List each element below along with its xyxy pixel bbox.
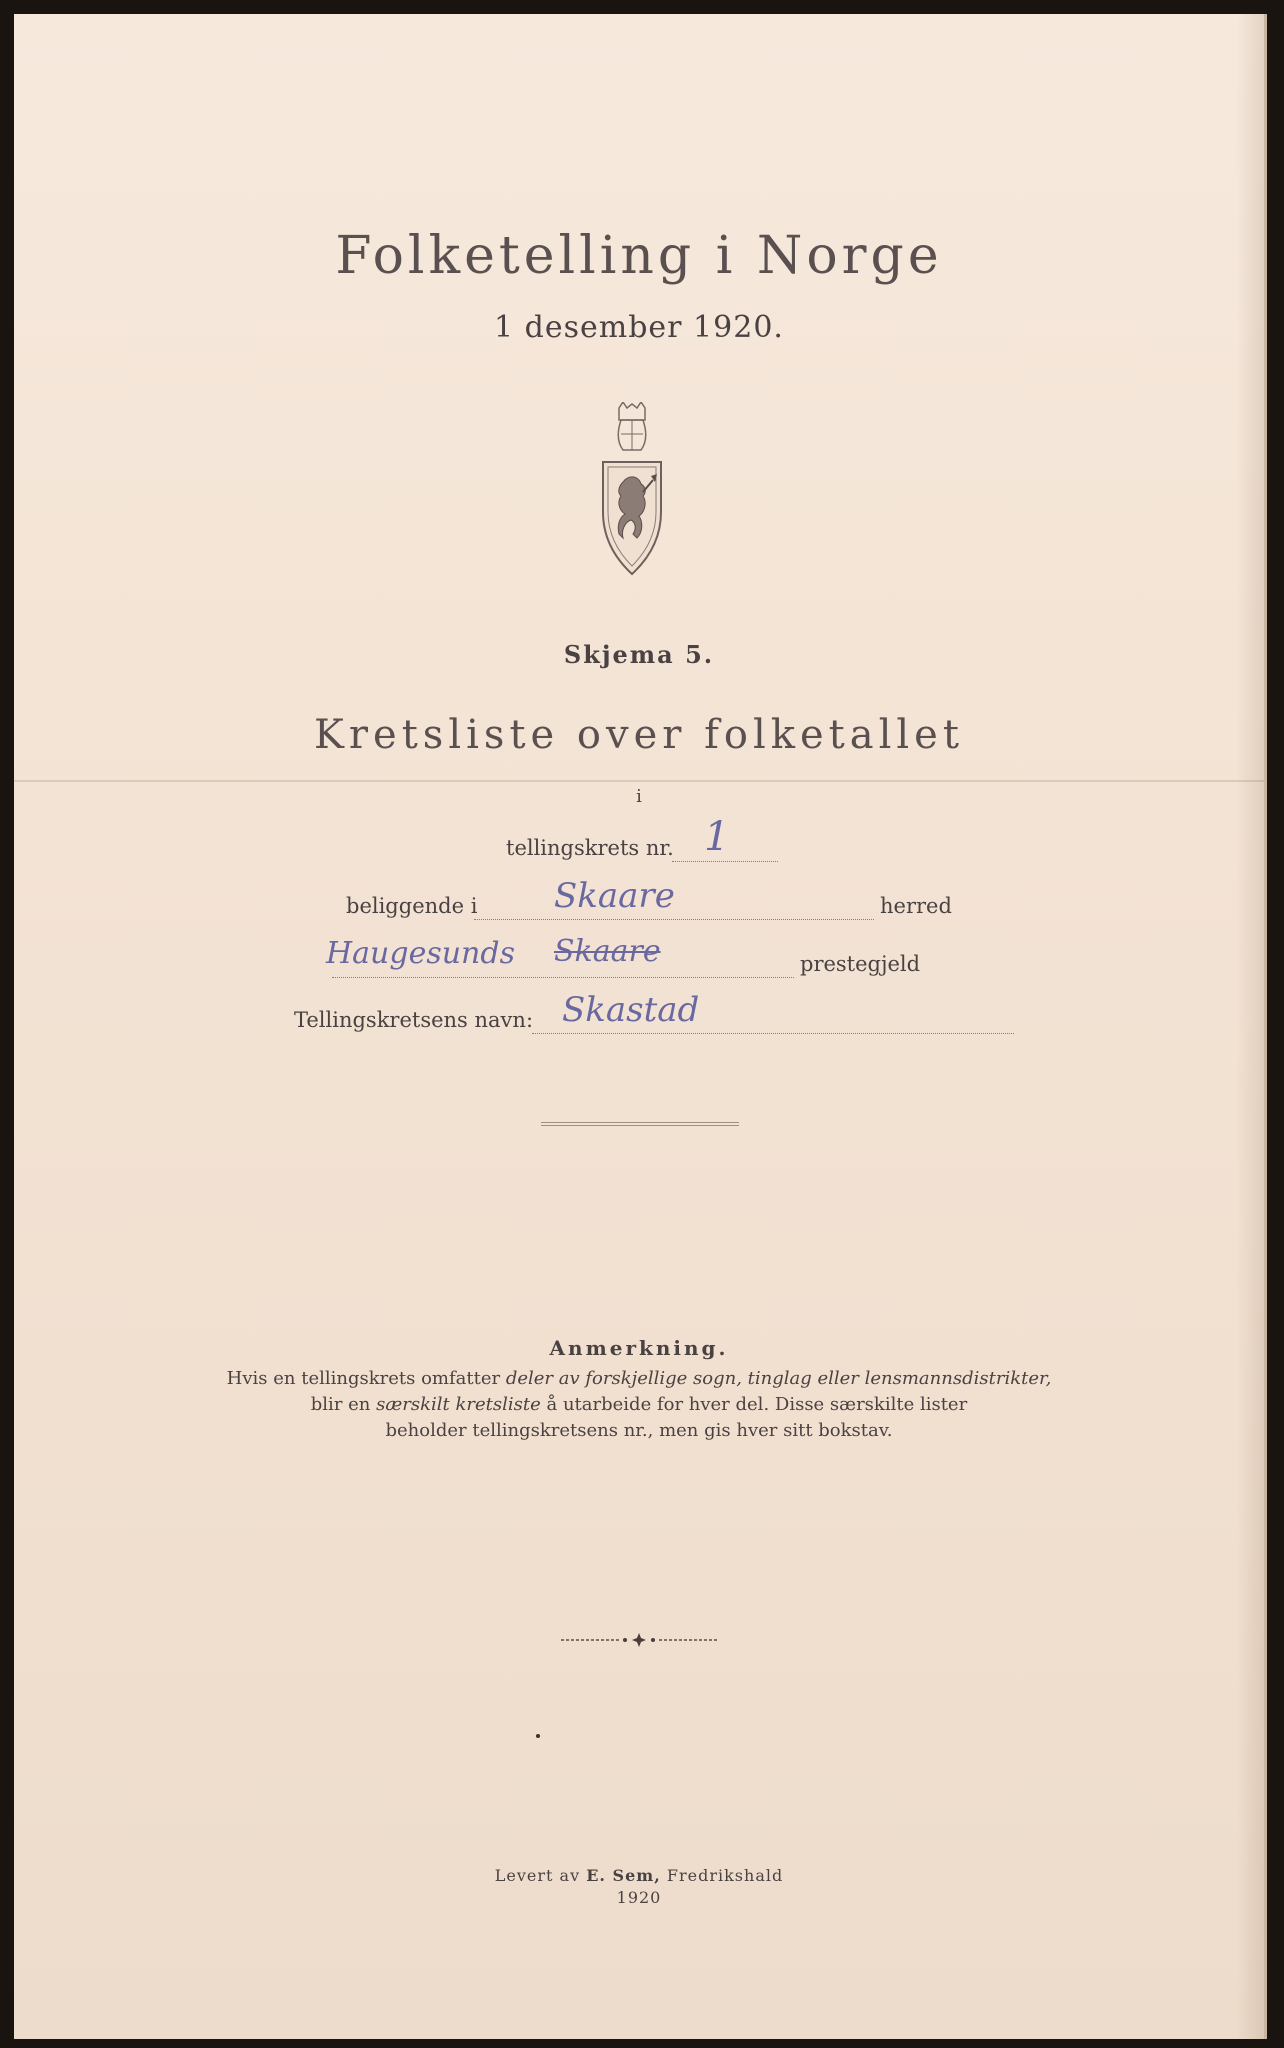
note-line-2 [14, 1394, 1264, 1415]
heading-connector: i [636, 786, 642, 807]
note-line-2-text-c: å utarbeide for hver del. Disse særskilte lister [540, 1394, 968, 1415]
paper-fold [14, 780, 1264, 782]
section-divider [541, 1122, 739, 1126]
note-title: Anmerkning. [549, 1336, 729, 1360]
tellingskrets-label: tellingskrets nr. [506, 836, 674, 860]
tellingskrets-value: 1 [704, 814, 730, 860]
note-line-1-italic: deler av forskjellige sogn, tinglag eller lensmannsdistrikter, [505, 1368, 1052, 1389]
beliggende-value: Skaare [554, 876, 675, 916]
ink-speck [536, 1734, 540, 1738]
document-date: 1 desember 1920. [494, 310, 784, 345]
ornament-divider-icon [559, 1632, 719, 1648]
kretsnavn-line [532, 1032, 1014, 1034]
kretsnavn-label: Tellingskretsens navn: [294, 1008, 534, 1032]
printer-place: Fredrikshald [660, 1866, 784, 1885]
beliggende-label: beliggende i [346, 894, 478, 918]
printer-year: 1920 [616, 1888, 662, 1907]
prestegjeld-label: prestegjeld [800, 952, 921, 976]
schema-number: Skjema 5. [563, 640, 715, 669]
note-line-2-italic: særskilt kretsliste [376, 1394, 541, 1415]
kretsnavn-value: Skastad [562, 990, 700, 1030]
note-line-2-text-a: blir en [310, 1394, 377, 1415]
note-line-3: beholder tellingskretsens nr., men gis hver sitt bokstav. [385, 1420, 893, 1441]
prestegjeld-value-2-struck: Skaare [554, 934, 661, 969]
prestegjeld-value-1: Haugesunds [326, 936, 515, 971]
printer-name: E. Sem, [586, 1866, 661, 1885]
herred-label: herred [880, 894, 952, 918]
document-title: Folketelling i Norge [335, 226, 943, 286]
beliggende-line [474, 918, 874, 920]
printer-credit [14, 1866, 1264, 1885]
printer-prefix: Levert av [494, 1866, 587, 1885]
tellingskrets-line [672, 860, 778, 862]
census-form-page [14, 14, 1267, 2039]
norwegian-coat-of-arms-icon [599, 402, 665, 577]
note-line-1-text: Hvis en tellingskrets omfatter [226, 1368, 506, 1389]
prestegjeld-line [332, 976, 794, 978]
form-heading: Kretsliste over folketallet [314, 712, 964, 758]
note-line-1 [14, 1368, 1264, 1389]
